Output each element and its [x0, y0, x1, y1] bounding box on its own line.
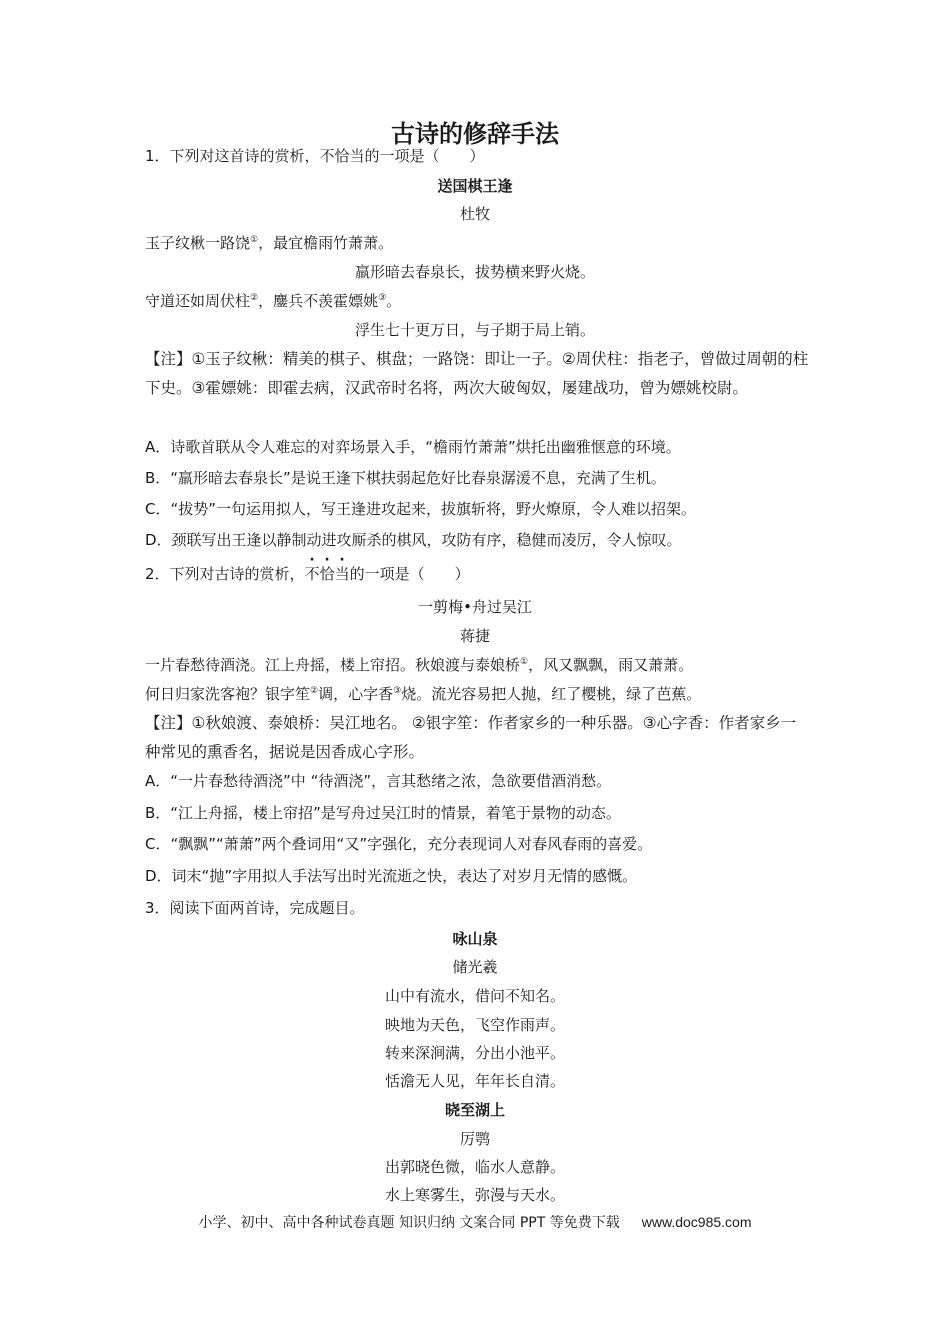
- question-1-poem-line-1: 玉子纹楸一路饶①，最宜檐雨竹萧萧。: [145, 234, 394, 252]
- question-1-option-c: C．“拔势”一句运用拟人，写王逢进攻起来，拔旗斩将，野火燎原，令人难以招架。: [145, 500, 697, 518]
- question-3-poem-2-title: 晓至湖上: [444, 1101, 505, 1119]
- question-3-poem-2-author: 厉鹗: [459, 1130, 490, 1148]
- question-2-option-c: C．“飘飘”“萧萧”两个叠词用“又”字强化，充分表现词人对春风春雨的喜爱。: [145, 835, 653, 853]
- question-1-option-a: A．诗歌首联从令人难忘的对弈场景入手，“檐雨竹萧萧”烘托出幽雅惬意的环境。: [145, 438, 681, 456]
- question-2-poem-author: 蒋捷: [459, 627, 490, 645]
- question-2-note: 【注】①秋娘渡、泰娘桥：吴江地名。 ②银字笙：作者家乡的一种乐器。③心字香：作者家乡一种常见的熏香名，据说是因香成心字形。: [145, 714, 797, 761]
- question-2-stem: 2．下列对古诗的赏析，不恰当的一项是（ ）: [145, 565, 470, 583]
- question-2-option-a: A．“一片春愁待酒浇”中 “待酒浇”，言其愁绪之浓，急欲要借酒消愁。: [145, 772, 612, 790]
- question-2-option-d: D．词末“抛”字用拟人手法写出时光流逝之快，表达了对岁月无情的感慨。: [145, 867, 638, 885]
- question-1-option-b: B．“羸形暗去春泉长”是说王逢下棋扶弱起危好比春泉潺湲不息，充满了生机。: [145, 469, 666, 487]
- poem-2-line: 出郭晓色微，临水人意静。: [384, 1158, 565, 1176]
- question-1-stem: 1．下列对这首诗的赏析，不恰当的一项是（ ）: [145, 147, 485, 165]
- question-2-poem-line-2: 何日归家洗客袍？银字笙②调，心字香③烧。流光容易把人抛，红了樱桃，绿了芭蕉。: [145, 685, 702, 703]
- poem-2-line: 水上寒雾生，弥漫与天水。: [384, 1186, 565, 1204]
- question-1-poem-line-2: 羸形暗去春泉长，拔势横来野火烧。: [354, 263, 595, 281]
- question-1-poem-title: 送国棋王逢: [437, 177, 513, 195]
- question-2-poem-title: 一剪梅•舟过吴江: [418, 598, 532, 616]
- poem-1-line: 转来深涧满，分出小池平。: [384, 1044, 565, 1062]
- question-1-poem-author: 杜牧: [459, 205, 490, 223]
- footer-url[interactable]: www.doc985.com: [641, 1214, 752, 1230]
- question-3-poem-1-title: 咏山泉: [452, 930, 498, 948]
- question-1-option-d: D．颈联写出王逢以静制动进攻厮杀的棋风，攻防有序，稳健而凌厉，令人惊叹。: [145, 531, 682, 549]
- page-title: 古诗的修辞手法: [391, 120, 559, 148]
- question-2-poem-line-1: 一片春愁待酒浇。江上舟摇，楼上帘招。秋娘渡与泰娘桥①，风又飘飘，雨又萧萧。: [145, 656, 694, 674]
- question-3-poem-1-author: 储光羲: [452, 958, 498, 976]
- footer-text: 小学、初中、高中各种试卷真题 知识归纳 文案合同 PPT 等免费下载: [198, 1215, 620, 1231]
- question-2-option-b: B．“江上舟摇，楼上帘招”是写舟过吴江时的情景，着笔于景物的动态。: [145, 804, 621, 822]
- question-1-poem-line-3: 守道还如周伏柱②，鏖兵不羡霍嫖姚③。: [145, 292, 402, 310]
- poem-1-line: 映地为天色，飞空作雨声。: [384, 1016, 565, 1034]
- question-1-poem-line-4: 浮生七十更万日，与子期于局上销。: [354, 321, 595, 339]
- page-footer: [0, 1212, 950, 1232]
- question-1-note: 【注】①玉子纹楸：精美的棋子、棋盘；一路饶：即让一子。②周伏柱：指老子，曾做过周朝的柱下史。③霍嫖姚：即霍去病，汉武帝时名将，两次大破匈奴，屡建战功，曾为嫖姚校尉。: [145, 350, 809, 397]
- question-3-stem: 3．阅读下面两首诗，完成题目。: [145, 899, 365, 917]
- poem-1-line: 恬澹无人见，年年长自清。: [384, 1072, 565, 1090]
- poem-1-line: 山中有流水，借问不知名。: [384, 987, 565, 1005]
